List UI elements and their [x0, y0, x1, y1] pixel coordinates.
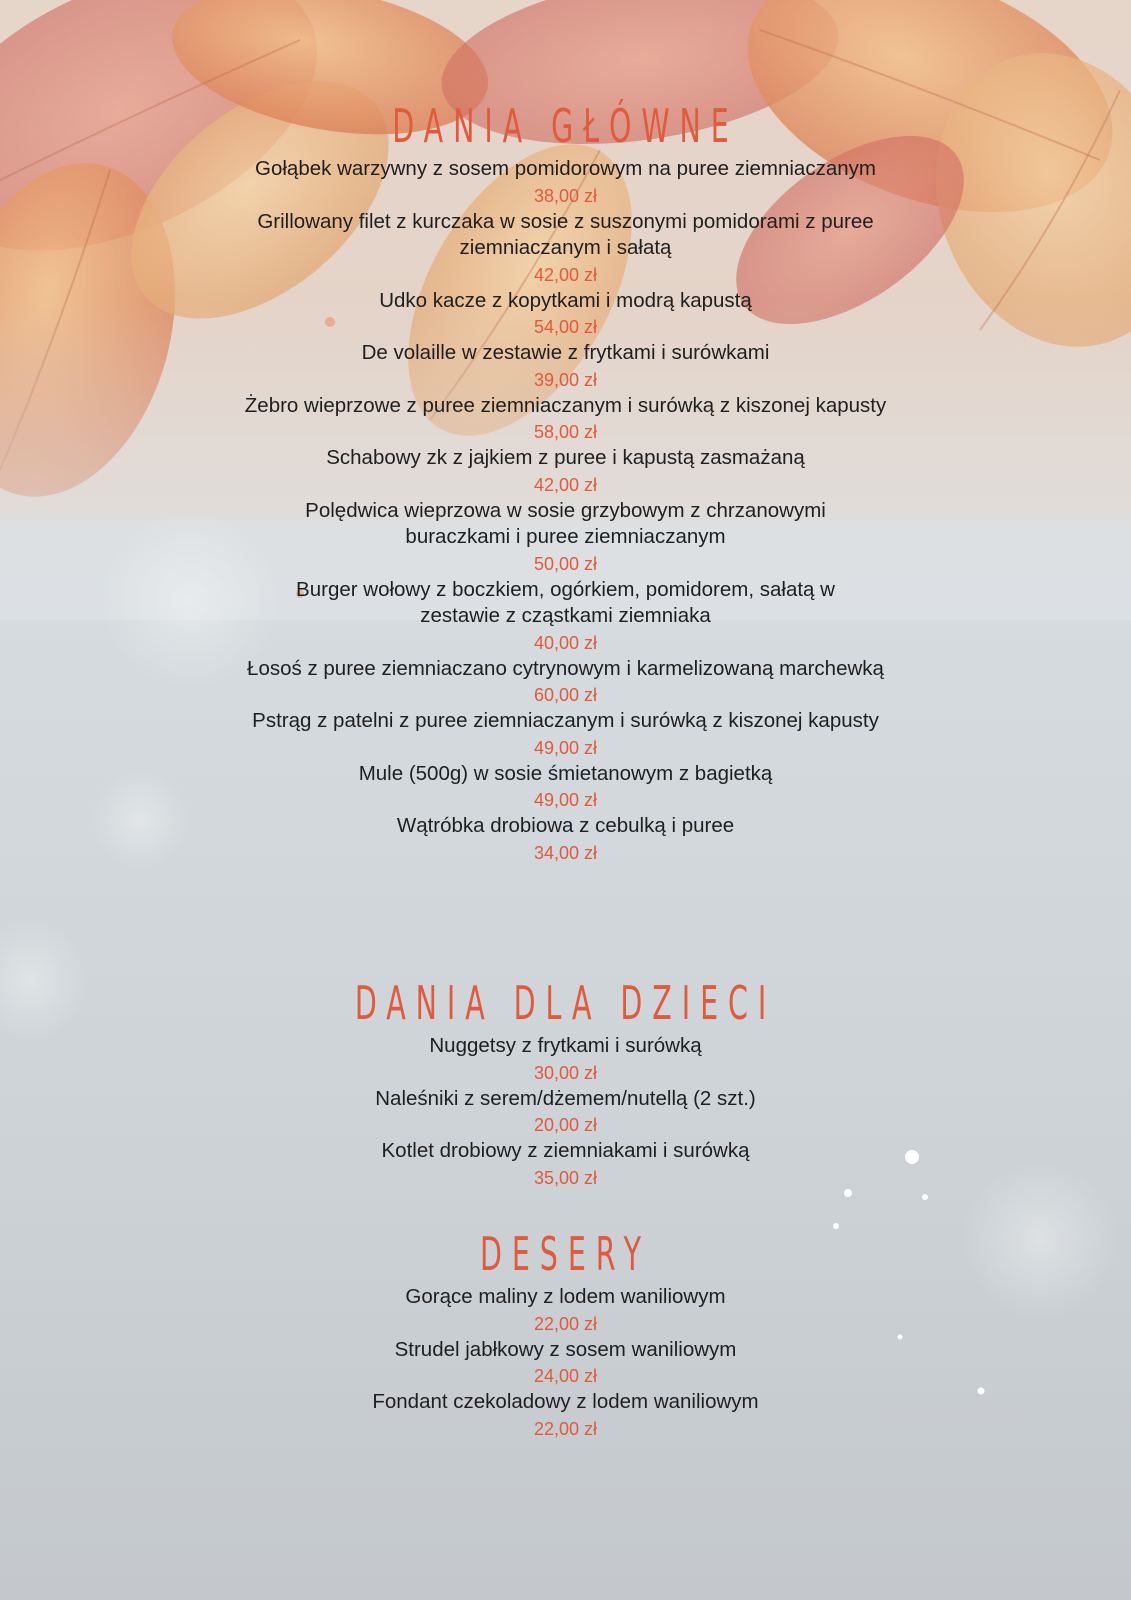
item-name: Polędwica wieprzowa w sosie grzybowym z chrzanowymi buraczkami i puree ziemniaczanym — [305, 498, 826, 548]
menu-item — [0, 1284, 1131, 1337]
menu-item — [0, 288, 1131, 341]
menu-item — [0, 1086, 1131, 1139]
item-name: Schabowy zk z jajkiem z puree i kapustą zasmażaną — [326, 446, 805, 469]
item-price: 42,00 zł — [533, 264, 598, 285]
item-price: 24,00 zł — [533, 1366, 598, 1386]
item-name: Nuggetsy z frytkami i surówką — [429, 1034, 702, 1057]
item-price: 40,00 zł — [533, 632, 598, 653]
section-title: DESERY — [479, 1227, 652, 1281]
item-name: Pstrąg z patelni z puree ziemniaczanym i surówką z kiszonej kapusty — [252, 709, 879, 732]
item-price: 50,00 zł — [533, 553, 598, 574]
item-name: De volaille w zestawie z frytkami i surówkami — [361, 341, 770, 364]
item-name: Łosoś z puree ziemniaczano cytrynowym i karmelizowaną marchewką — [247, 656, 884, 680]
item-price: 60,00 zł — [533, 685, 598, 705]
item-name: Mule (500g) w sosie śmietanowym z bagietką — [358, 761, 773, 785]
menu-item — [0, 813, 1131, 866]
menu-item — [0, 656, 1131, 709]
item-price: 58,00 zł — [533, 422, 598, 442]
item-price: 22,00 zł — [533, 1418, 598, 1439]
item-price: 42,00 zł — [533, 474, 598, 495]
menu-item — [0, 209, 1131, 288]
kids-dishes-list — [0, 1033, 1131, 1191]
item-name: Gołąbek warzywny z sosem pomidorowym na puree ziemniaczanym — [255, 157, 876, 180]
menu-item — [0, 577, 1131, 656]
item-price: 49,00 zł — [533, 790, 598, 810]
item-name: Żebro wieprzowe z puree ziemniaczanym i surówką z kiszonej kapusty — [244, 393, 887, 417]
kids-dishes-section — [0, 977, 1131, 1191]
item-name: Burger wołowy z boczkiem, ogórkiem, pomidorem, sałatą w zestawie z cząstkami ziemniaka — [296, 577, 835, 627]
item-price: 54,00 zł — [533, 317, 598, 337]
section-title: DANIA DLA DZIECI — [354, 976, 777, 1030]
item-price: 35,00 zł — [533, 1167, 598, 1188]
menu-item — [0, 393, 1131, 446]
desserts-list — [0, 1284, 1131, 1442]
menu-item — [0, 708, 1131, 761]
item-name: Grillowany filet z kurczaka w sosie z suszonymi pomidorami z puree ziemniaczanym i sałatą — [257, 209, 874, 259]
desserts-section — [0, 1228, 1131, 1442]
item-price: 22,00 zł — [533, 1313, 598, 1334]
menu-item — [0, 761, 1131, 814]
main-dishes-list — [0, 156, 1131, 866]
item-price: 49,00 zł — [533, 737, 598, 758]
menu-item — [0, 498, 1131, 577]
item-price: 39,00 zł — [533, 369, 598, 390]
item-price: 30,00 zł — [533, 1062, 598, 1083]
item-name: Udko kacze z kopytkami i modrą kapustą — [379, 288, 752, 312]
section-title: DANIA GŁÓWNE — [392, 99, 739, 153]
item-name: Gorące maliny z lodem waniliowym — [405, 1285, 726, 1308]
item-name: Strudel jabłkowy z sosem waniliowym — [394, 1337, 737, 1361]
item-name: Naleśniki z serem/dżemem/nutellą (2 szt.) — [375, 1086, 756, 1110]
item-name: Wątróbka drobiowa z cebulką i puree — [396, 814, 735, 837]
item-name: Fondant czekoladowy z lodem waniliowym — [372, 1390, 759, 1413]
menu-item — [0, 340, 1131, 393]
menu-item — [0, 1389, 1131, 1442]
menu-item — [0, 156, 1131, 209]
main-dishes-section — [0, 100, 1131, 866]
item-price: 20,00 zł — [533, 1115, 598, 1135]
menu-item — [0, 1033, 1131, 1086]
item-price: 34,00 zł — [533, 842, 598, 863]
item-name: Kotlet drobiowy z ziemniakami i surówką — [381, 1139, 750, 1162]
menu-item — [0, 445, 1131, 498]
item-price: 38,00 zł — [533, 185, 598, 206]
menu-item — [0, 1337, 1131, 1390]
menu-item — [0, 1138, 1131, 1191]
